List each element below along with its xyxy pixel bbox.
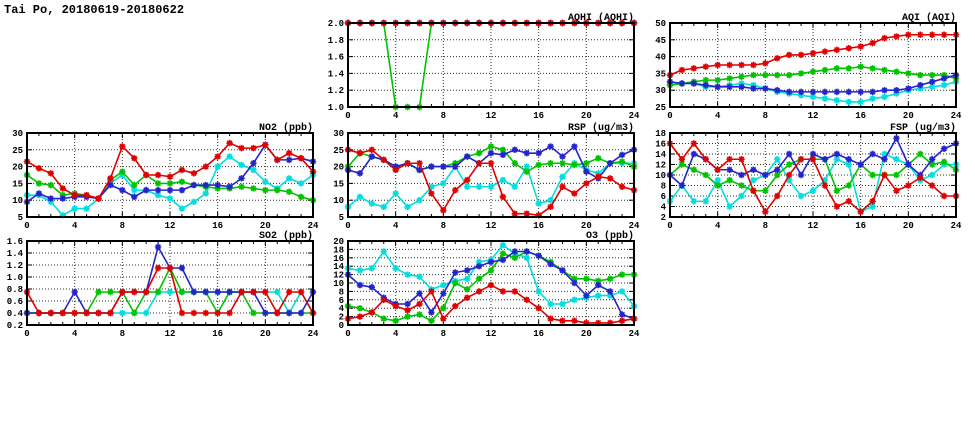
svg-text:2: 2 — [338, 312, 344, 323]
page-title: Tai Po, 20180619-20180622 — [4, 3, 185, 17]
svg-text:24: 24 — [628, 221, 640, 231]
svg-text:12: 12 — [485, 221, 497, 231]
svg-text:10: 10 — [12, 196, 23, 207]
so2-chart-title: SO2 (ppb) — [258, 231, 313, 242]
svg-text:8: 8 — [119, 221, 126, 231]
chart-aqi — [644, 11, 962, 123]
aqhi-chart-title: AQHI (AQHI) — [567, 13, 634, 24]
svg-text:16: 16 — [533, 221, 545, 231]
svg-text:2: 2 — [660, 213, 666, 223]
svg-text:16: 16 — [533, 329, 545, 339]
svg-text:24: 24 — [950, 111, 962, 121]
svg-text:1.8: 1.8 — [327, 35, 344, 46]
svg-text:5: 5 — [338, 213, 344, 223]
svg-text:0: 0 — [667, 221, 673, 231]
svg-text:20: 20 — [902, 111, 914, 121]
svg-text:1.4: 1.4 — [6, 249, 23, 259]
svg-text:14: 14 — [655, 150, 666, 160]
svg-text:6: 6 — [338, 295, 344, 306]
svg-text:4: 4 — [71, 221, 78, 231]
chart-fsp — [644, 121, 962, 233]
chart-aqhi — [322, 11, 640, 123]
svg-text:30: 30 — [333, 129, 344, 139]
svg-text:0.8: 0.8 — [6, 285, 23, 295]
svg-text:25: 25 — [333, 145, 344, 156]
svg-text:6: 6 — [660, 192, 666, 202]
svg-text:16: 16 — [655, 139, 666, 150]
svg-text:20: 20 — [902, 221, 914, 231]
svg-text:8: 8 — [119, 329, 126, 339]
svg-text:0: 0 — [24, 329, 30, 339]
chart-no2 — [1, 121, 319, 233]
svg-text:25: 25 — [655, 103, 666, 113]
svg-text:4: 4 — [660, 202, 666, 213]
svg-text:1.2: 1.2 — [327, 86, 344, 97]
aqi-chart-title: AQI (AQI) — [901, 13, 956, 24]
svg-text:8: 8 — [762, 111, 769, 121]
svg-text:24: 24 — [307, 221, 319, 231]
aqhi-plot-area — [328, 19, 640, 121]
aqhi-plot — [322, 11, 640, 123]
svg-text:20: 20 — [333, 237, 344, 247]
svg-text:20: 20 — [580, 221, 592, 231]
svg-text:8: 8 — [660, 181, 666, 192]
svg-text:25: 25 — [12, 145, 23, 156]
svg-text:1.6: 1.6 — [6, 237, 23, 247]
svg-text:5: 5 — [17, 213, 23, 223]
svg-text:18: 18 — [333, 245, 344, 256]
svg-text:1.6: 1.6 — [327, 52, 344, 63]
svg-text:16: 16 — [855, 221, 867, 231]
svg-text:20: 20 — [259, 221, 271, 231]
svg-text:45: 45 — [655, 35, 666, 46]
svg-text:12: 12 — [164, 329, 176, 339]
svg-text:16: 16 — [212, 329, 224, 339]
svg-text:15: 15 — [333, 179, 344, 190]
svg-text:8: 8 — [440, 111, 447, 121]
svg-text:20: 20 — [12, 162, 23, 173]
o3-plot — [322, 229, 640, 341]
chart-rsp — [322, 121, 640, 233]
svg-text:20: 20 — [580, 329, 592, 339]
fsp-chart-title: FSP (ug/m3) — [889, 123, 956, 134]
aqi-plot — [644, 11, 962, 123]
svg-text:10: 10 — [333, 196, 344, 207]
svg-text:35: 35 — [655, 69, 666, 80]
svg-text:12: 12 — [164, 221, 176, 231]
so2-plot — [1, 229, 319, 341]
rsp-chart-title: RSP (ug/m3) — [567, 123, 634, 134]
svg-text:16: 16 — [533, 111, 545, 121]
svg-text:20: 20 — [333, 162, 344, 173]
svg-text:15: 15 — [12, 179, 23, 190]
svg-text:10: 10 — [655, 171, 666, 181]
svg-text:16: 16 — [212, 221, 224, 231]
svg-text:1.0: 1.0 — [327, 103, 344, 113]
svg-text:4: 4 — [714, 111, 721, 121]
svg-text:24: 24 — [628, 329, 640, 339]
svg-text:4: 4 — [338, 304, 344, 315]
chart-o3 — [322, 229, 640, 341]
svg-text:8: 8 — [338, 287, 344, 298]
svg-text:16: 16 — [855, 111, 867, 121]
aqi-plot-area — [655, 19, 962, 121]
fsp-plot-area — [655, 129, 962, 231]
svg-text:0.6: 0.6 — [6, 297, 23, 307]
svg-text:8: 8 — [440, 329, 447, 339]
svg-text:0: 0 — [345, 329, 351, 339]
svg-text:2.0: 2.0 — [327, 19, 344, 29]
svg-text:4: 4 — [714, 221, 721, 231]
svg-text:8: 8 — [762, 221, 769, 231]
svg-text:4: 4 — [71, 329, 78, 339]
svg-text:1.0: 1.0 — [6, 273, 23, 283]
svg-text:4: 4 — [392, 329, 399, 339]
svg-text:24: 24 — [307, 329, 319, 339]
svg-text:14: 14 — [333, 262, 344, 273]
svg-text:12: 12 — [655, 160, 666, 171]
so2-plot-area — [7, 237, 319, 339]
svg-text:20: 20 — [580, 111, 592, 121]
svg-text:24: 24 — [950, 221, 962, 231]
chart-so2 — [1, 229, 319, 341]
svg-text:0: 0 — [338, 321, 344, 331]
svg-text:12: 12 — [807, 111, 819, 121]
svg-text:12: 12 — [333, 270, 344, 281]
svg-text:10: 10 — [333, 279, 344, 289]
svg-text:18: 18 — [655, 129, 666, 139]
svg-text:0: 0 — [345, 221, 351, 231]
rsp-plot — [322, 121, 640, 233]
svg-text:20: 20 — [259, 329, 271, 339]
rsp-plot-area — [333, 129, 640, 231]
svg-text:0: 0 — [24, 221, 30, 231]
svg-text:1.4: 1.4 — [327, 69, 344, 80]
svg-text:50: 50 — [655, 19, 666, 29]
svg-text:12: 12 — [485, 111, 497, 121]
svg-text:0: 0 — [345, 111, 351, 121]
no2-plot — [1, 121, 319, 233]
svg-text:0.2: 0.2 — [6, 321, 23, 331]
svg-text:4: 4 — [392, 111, 399, 121]
svg-text:30: 30 — [12, 129, 23, 139]
o3-plot-area — [333, 237, 640, 339]
svg-text:4: 4 — [392, 221, 399, 231]
o3-chart-title: O3 (ppb) — [585, 231, 634, 242]
no2-chart-title: NO2 (ppb) — [258, 123, 313, 134]
svg-text:1.2: 1.2 — [6, 261, 23, 271]
svg-text:12: 12 — [485, 329, 497, 339]
svg-text:0: 0 — [667, 111, 673, 121]
fsp-plot — [644, 121, 962, 233]
svg-text:40: 40 — [655, 52, 666, 63]
svg-text:24: 24 — [628, 111, 640, 121]
svg-text:8: 8 — [440, 221, 447, 231]
svg-text:16: 16 — [333, 253, 344, 264]
svg-text:0.4: 0.4 — [6, 309, 23, 319]
svg-text:12: 12 — [807, 221, 819, 231]
no2-plot-area — [12, 129, 319, 231]
svg-text:30: 30 — [655, 86, 666, 97]
